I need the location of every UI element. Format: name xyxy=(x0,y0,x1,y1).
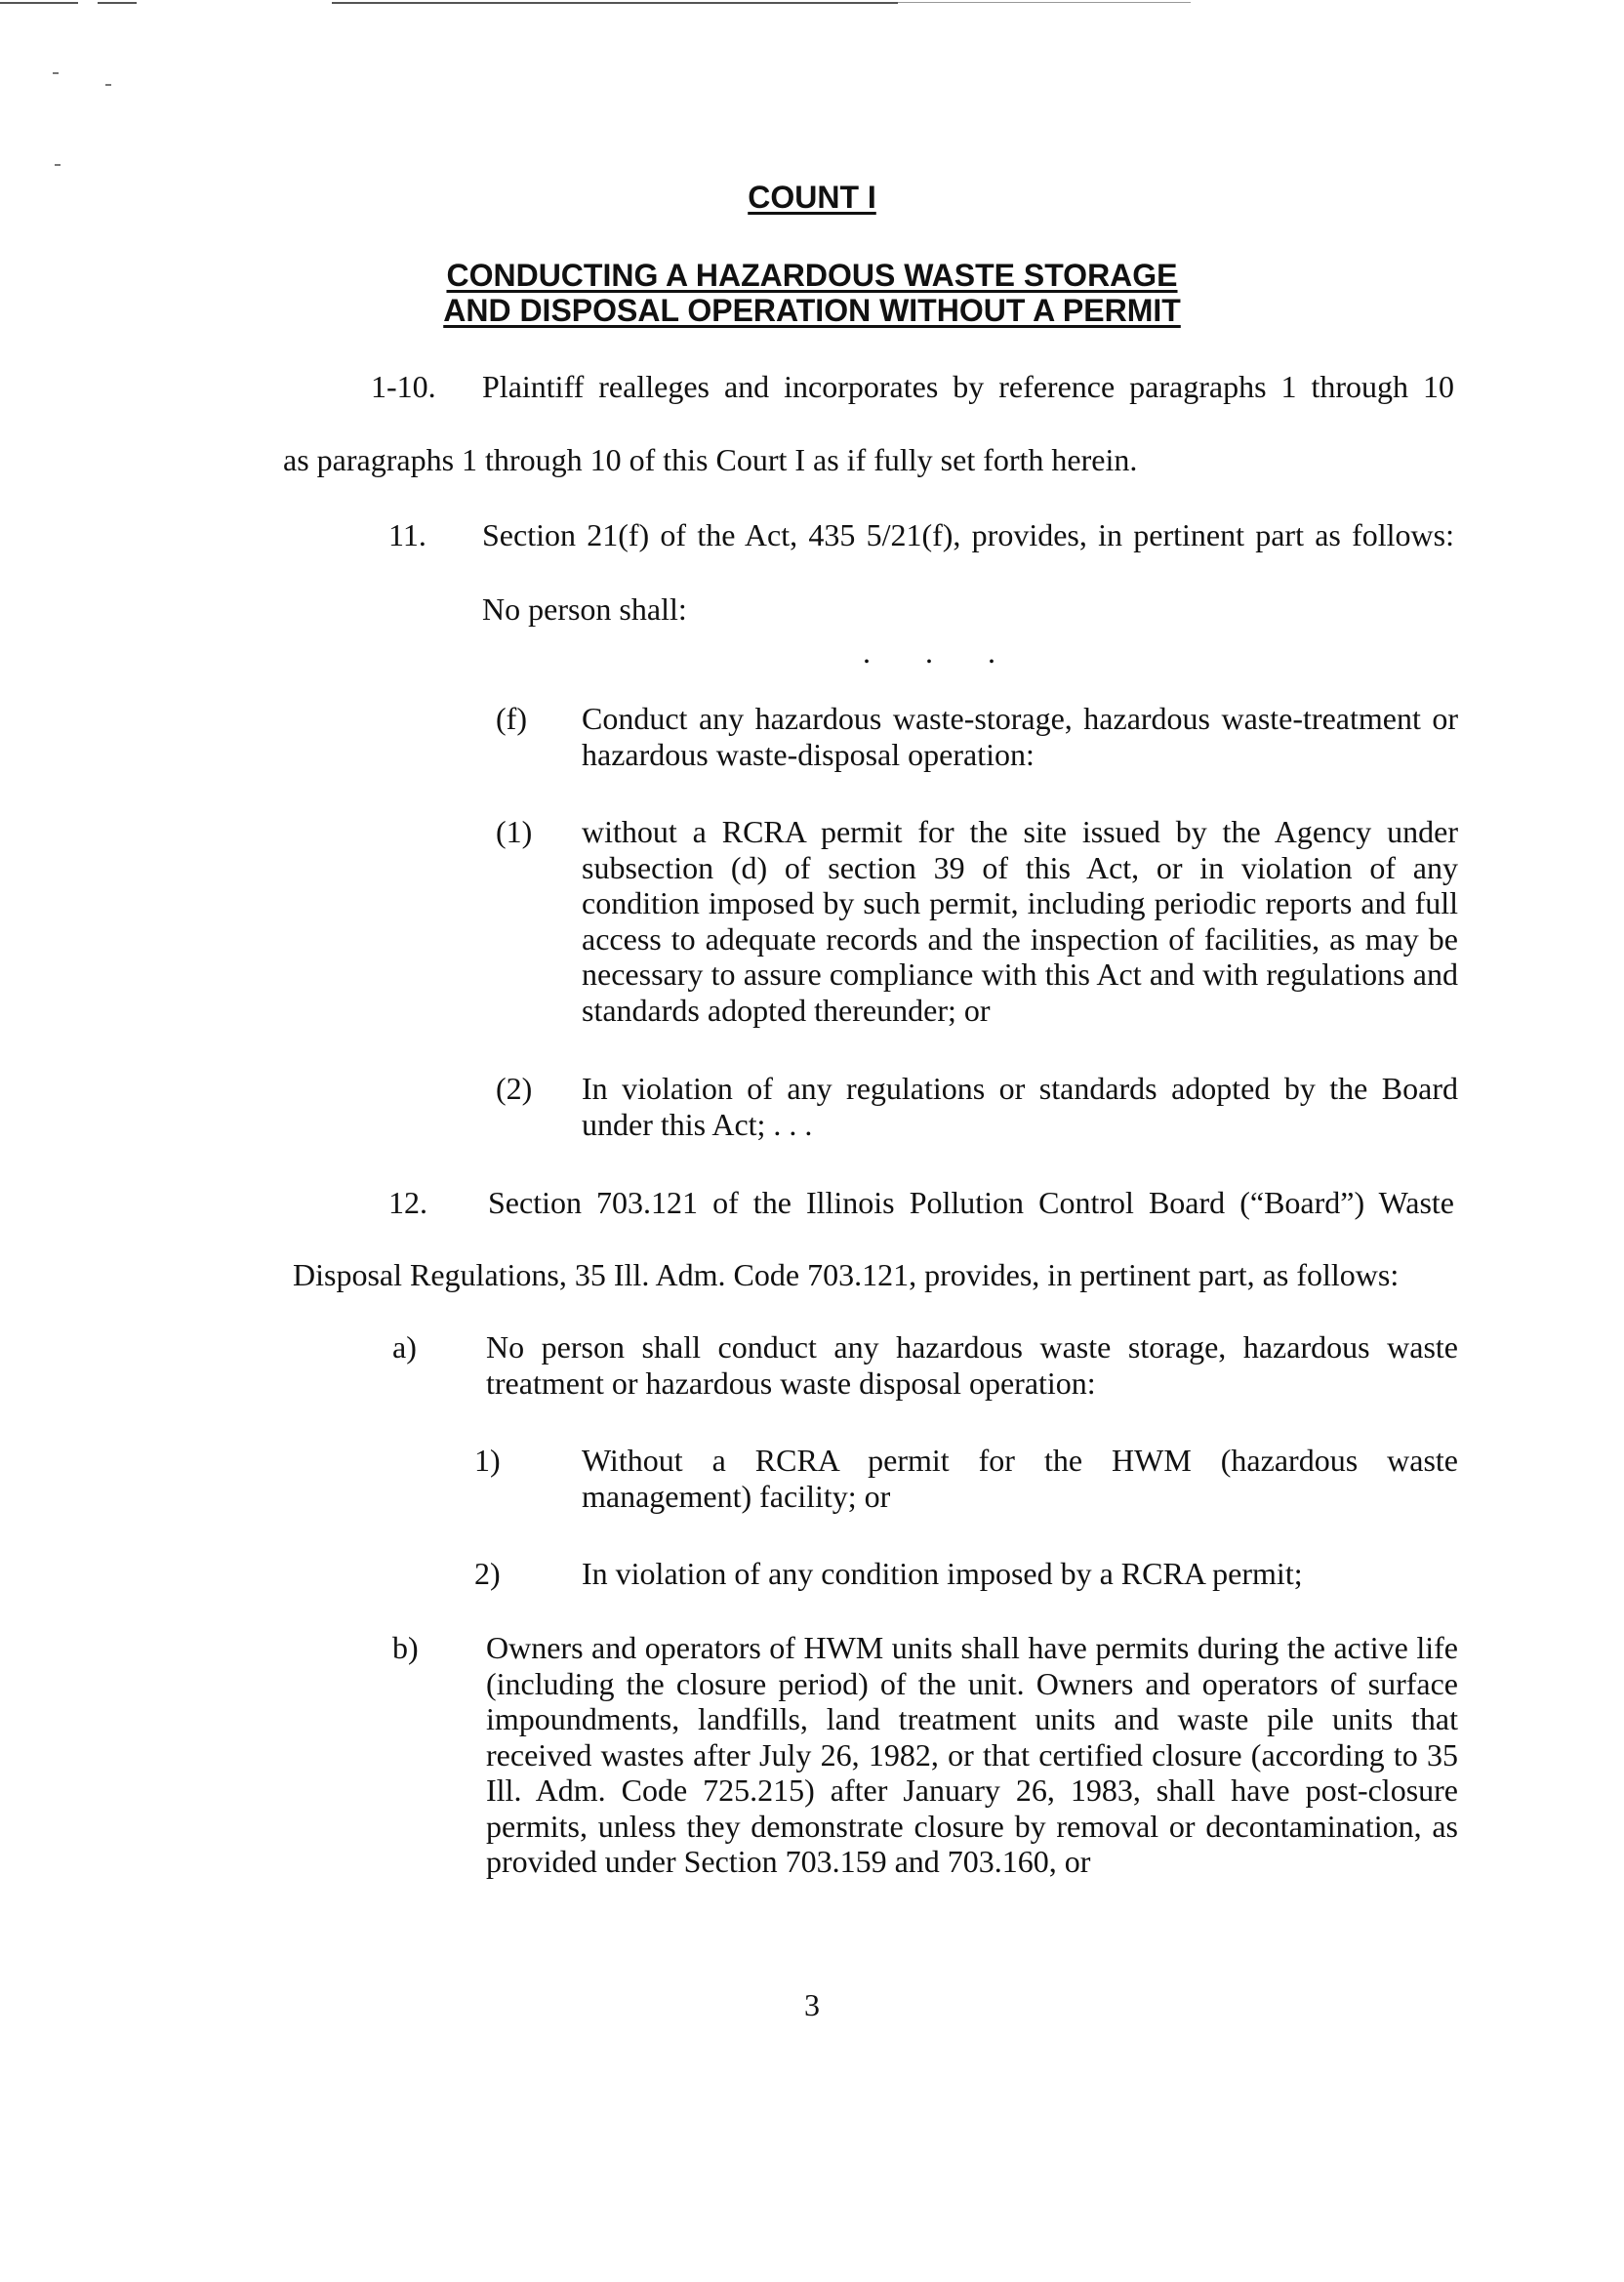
list-item-text: In violation of any regulations or standards adopted by the Board under this Act; . . . xyxy=(582,1071,1458,1142)
count-subtitle-line1: CONDUCTING A HAZARDOUS WASTE STORAGE xyxy=(446,258,1178,293)
scan-speck xyxy=(105,84,111,86)
page-number: 3 xyxy=(804,1987,820,2022)
count-subtitle-line2: AND DISPOSAL OPERATION WITHOUT A PERMIT xyxy=(443,293,1181,328)
list-item-text: No person shall conduct any hazardous waste storage, hazardous waste treatment or hazardous waste disposal operation: xyxy=(486,1329,1458,1401)
list-item-text: Owners and operators of HWM units shall have permits during the active life (including the closure period) of the unit. Owners and operators of surface impoundments, landfills, land treatment units and waste pile units that received wastes after July 26, 1982, or that certified closure (according to 35 Ill. Adm. Code 725.215) after January 26, 1983, shall have post-closure permits, unless they demonstrate closure by removal or decontamination, as provided under Section 703.159 and 703.160, or xyxy=(486,1630,1458,1879)
paragraph-text-line: Disposal Regulations, 35 Ill. Adm. Code 703.121, provides, in pertinent part, as follows: xyxy=(293,1257,1400,1292)
paragraph-text-line: Section 21(f) of the Act, 435 5/21(f), provides, in pertinent part as follows: xyxy=(482,517,1454,552)
paragraph-number: 1-10. xyxy=(371,369,436,404)
list-label: a) xyxy=(392,1329,417,1365)
list-item-text: Without a RCRA permit for the HWM (hazardous waste management) facility; or xyxy=(582,1443,1458,1514)
list-label: b) xyxy=(392,1630,419,1665)
ellipsis: . . . xyxy=(863,634,1019,670)
list-label: (f) xyxy=(496,701,527,736)
list-label: 2) xyxy=(474,1556,501,1591)
paragraph-text-line: as paragraphs 1 through 10 of this Court I as if fully set forth herein. xyxy=(283,442,1138,477)
scan-edge-artifact xyxy=(0,0,1624,10)
scan-speck xyxy=(55,164,61,166)
list-item-text: In violation of any condition imposed by a RCRA permit; xyxy=(582,1556,1303,1591)
paragraph-text-line: Section 703.121 of the Illinois Pollution Control Board (“Board”) Waste xyxy=(488,1185,1454,1220)
scan-speck xyxy=(53,72,59,74)
list-item-text: without a RCRA permit for the site issued by the Agency under subsection (d) of section 39 of this Act, or in violation of any condition imposed by such permit, including periodic reports and full access to adequate records and the inspection of facilities, as may be necessary to assure compliance with this Act and with regulations and standards adopted thereunder; or xyxy=(582,814,1458,1028)
paragraph-text-line: Plaintiff realleges and incorporates by reference paragraphs 1 through 10 xyxy=(482,369,1454,404)
list-label: (2) xyxy=(496,1071,533,1106)
list-label: 1) xyxy=(474,1443,501,1478)
quote-intro: No person shall: xyxy=(482,591,687,627)
list-item-text: Conduct any hazardous waste-storage, hazardous waste-treatment or hazardous waste-disposal operation: xyxy=(582,701,1458,772)
paragraph-number: 11. xyxy=(388,517,426,552)
count-title: COUNT I xyxy=(748,180,876,215)
paragraph-number: 12. xyxy=(388,1185,427,1220)
list-label: (1) xyxy=(496,814,533,849)
